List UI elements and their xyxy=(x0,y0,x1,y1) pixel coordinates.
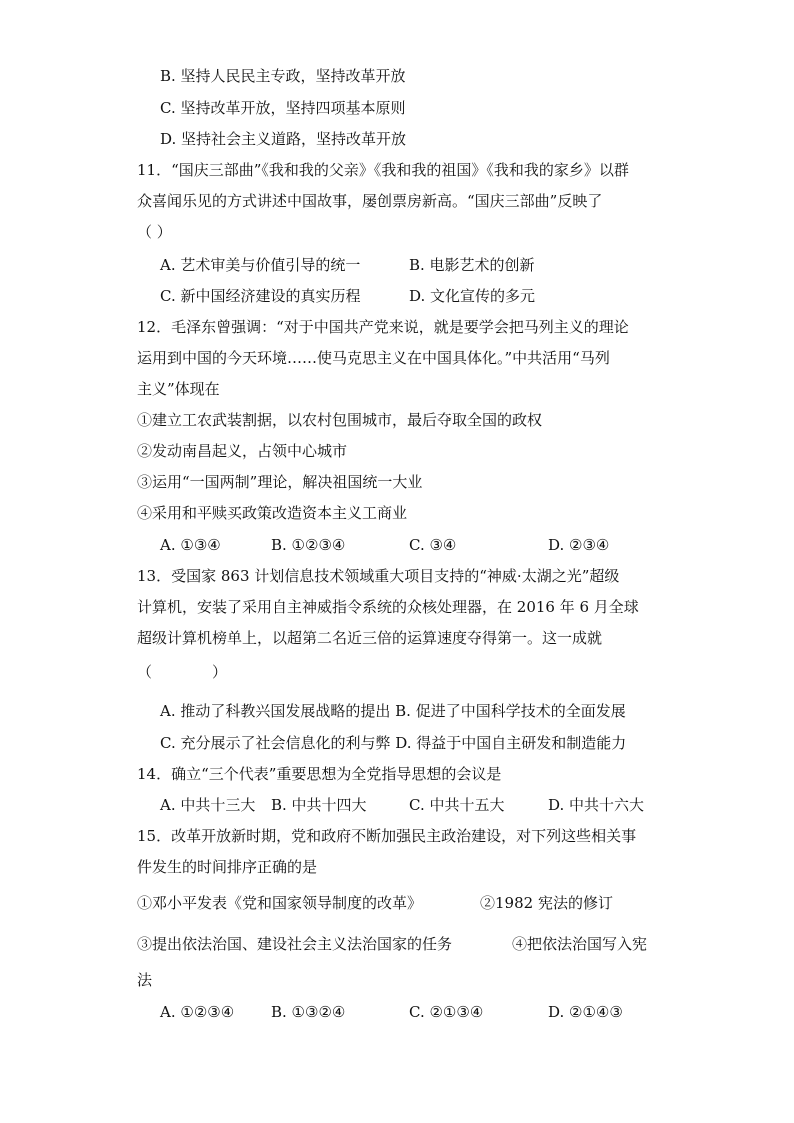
q15-option-b: B. ①③②④ xyxy=(271,1003,346,1021)
q13-stem-line1: 13．受国家 863 计划信息技术领域重大项目支持的“神威·太湖之光”超级 xyxy=(137,567,620,585)
q10-option-b: B. 坚持人民民主专政，坚持改革开放 xyxy=(160,67,406,85)
q11-answer-paren: （ ） xyxy=(137,223,172,241)
q14-option-b: B. 中共十四大 xyxy=(271,796,367,814)
q14-option-d: D. 中共十六大 xyxy=(548,796,645,814)
q15-option-c: C. ②①③④ xyxy=(409,1003,484,1021)
q15-item-2: ②1982 宪法的修订 xyxy=(480,894,613,912)
q12-item-3: ③运用“一国两制”理论，解决祖国统一大业 xyxy=(137,473,423,491)
q15-item-4-part2: 法 xyxy=(137,971,153,989)
q14-option-c: C. 中共十五大 xyxy=(409,796,505,814)
q13-stem-line3: 超级计算机榜单上，以超第二名近三倍的运算速度夺得第一。这一成就 xyxy=(137,629,603,647)
q12-option-a: A. ①③④ xyxy=(160,536,221,554)
q10-option-d: D. 坚持社会主义道路，坚持改革开放 xyxy=(160,130,407,148)
q11-option-d: D. 文化宣传的多元 xyxy=(409,287,536,305)
q15-option-a: A. ①②③④ xyxy=(160,1003,235,1021)
q10-option-c: C. 坚持改革开放，坚持四项基本原则 xyxy=(160,99,406,117)
q15-stem-line1: 15．改革开放新时期，党和政府不断加强民主政治建设，对下列这些相关事 xyxy=(137,827,637,845)
q12-item-2: ②发动南昌起义，占领中心城市 xyxy=(137,442,348,460)
q15-item-3: ③提出依法治国、建设社会主义法治国家的任务 xyxy=(137,935,453,953)
q11-option-a: A. 艺术审美与价值引导的统一 xyxy=(160,256,361,274)
q12-stem-line3: 主义”体现在 xyxy=(137,380,220,398)
q13-options-cd: C. 充分展示了社会信息化的利与弊 D. 得益于中国自主研发和制造能力 xyxy=(160,734,627,752)
q13-options-ab: A. 推动了科教兴国发展战略的提出 B. 促进了中国科学技术的全面发展 xyxy=(160,702,626,720)
q11-stem-line2: 众喜闻乐见的方式讲述中国故事，屡创票房新高。“国庆三部曲”反映了 xyxy=(137,192,603,210)
q12-item-1: ①建立工农武装割据，以农村包围城市，最后夺取全国的政权 xyxy=(137,411,543,429)
q15-stem-line2: 件发生的时间排序正确的是 xyxy=(137,858,318,876)
q11-option-c: C. 新中国经济建设的真实历程 xyxy=(160,287,361,305)
q12-option-d: D. ②③④ xyxy=(548,536,610,554)
q15-option-d: D. ②①④③ xyxy=(548,1003,623,1021)
q14-stem: 14．确立“三个代表”重要思想为全党指导思想的会议是 xyxy=(137,765,502,783)
q12-item-4: ④采用和平赎买政策改造资本主义工商业 xyxy=(137,504,408,522)
q13-stem-line2: 计算机，安装了采用自主神威指令系统的众核处理器，在 2016 年 6 月全球 xyxy=(137,598,639,616)
q12-option-b: B. ①②③④ xyxy=(271,536,346,554)
q11-stem-line1: 11．“国庆三部曲”《我和我的父亲》《我和我的祖国》《我和我的家乡》以群 xyxy=(137,161,629,179)
q15-item-4-part1: ④把依法治国写入宪 xyxy=(512,935,648,953)
q12-option-c: C. ③④ xyxy=(409,536,457,554)
q13-answer-paren: （ ） xyxy=(137,663,228,681)
q12-stem-line2: 运用到中国的今天环境……使马克思主义在中国具体化。”中共活用“马列 xyxy=(137,349,610,367)
q11-option-b: B. 电影艺术的创新 xyxy=(409,256,535,274)
q14-option-a: A. 中共十三大 xyxy=(160,796,256,814)
q12-stem-line1: 12．毛泽东曾强调：“对于中国共产党来说，就是要学会把马列主义的理论 xyxy=(137,318,629,336)
q15-item-1: ①邓小平发表《党和国家领导制度的改革》 xyxy=(137,894,423,912)
